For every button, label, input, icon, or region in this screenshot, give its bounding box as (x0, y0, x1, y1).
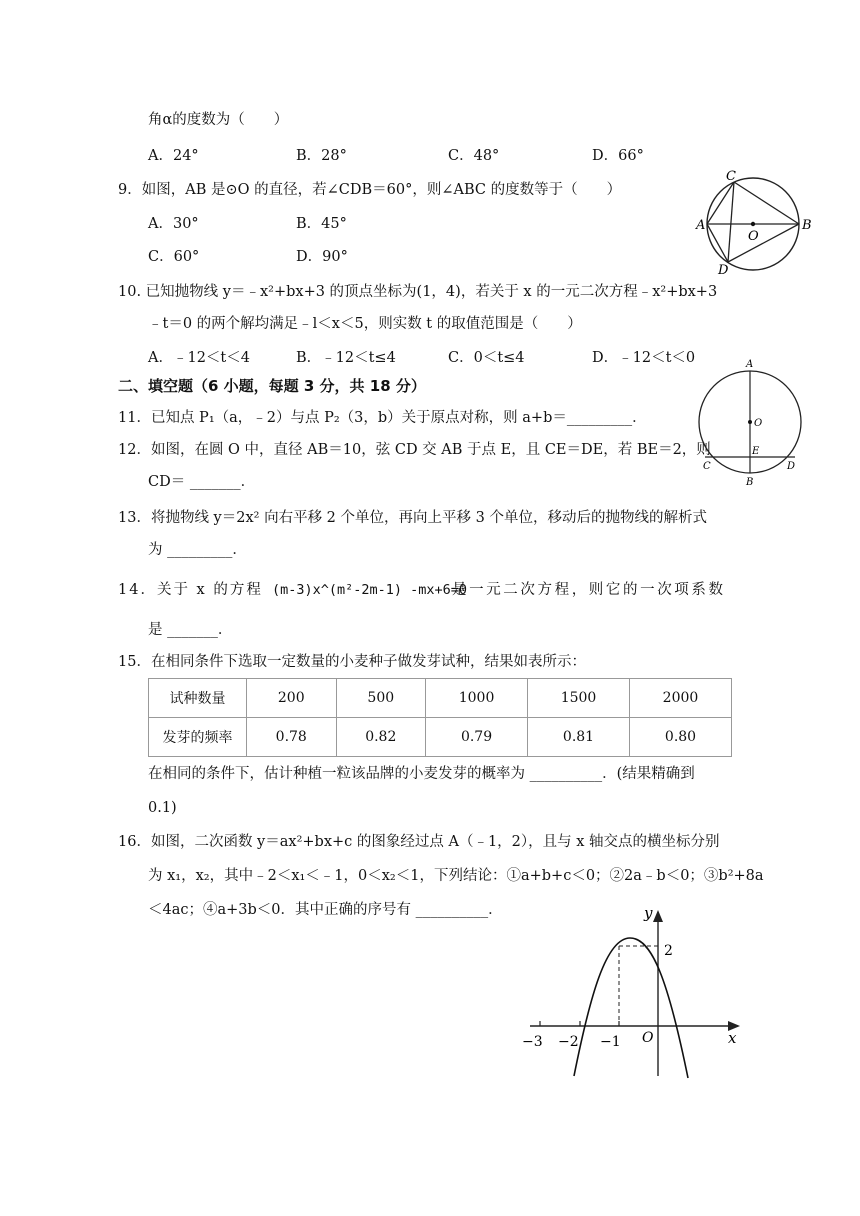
freq-cell: 0.81 (528, 718, 630, 757)
germination-table (148, 678, 732, 757)
q13-stem-line2: 为 _________． (148, 542, 247, 558)
freq-cell: 0.78 (247, 718, 337, 757)
q16-label-2: 2 (664, 943, 673, 959)
q11-stem: 11．已知点 P₁（a，﹣2）与点 P₂（3，b）关于原点对称，则 a+b＝_________． (118, 410, 647, 426)
q16-tick-label: −3 (522, 1034, 543, 1050)
q16-label-origin: O (642, 1030, 654, 1046)
q8-option-b: B．28° (296, 148, 347, 164)
count-cell: 1500 (528, 679, 630, 718)
q12-label-e: E (752, 446, 760, 457)
q14-equation-image: (m-3)x^(m²-2m-1) -mx+6=0 (272, 582, 468, 598)
q9-label-d: D (718, 263, 729, 278)
q12-circle-figure (694, 356, 814, 492)
q8-option-d: D．66° (592, 148, 644, 164)
row-header-count: 试种数量 (149, 679, 247, 718)
q13-stem-line1: 13．将抛物线 y＝2x² 向右平移 2 个单位，再向上平移 3 个单位，移动后的抛物线的解析式 (118, 510, 707, 526)
count-cell: 500 (336, 679, 426, 718)
q14-stem-suffix: 是一元二次方程，则它的一次项系数 (452, 582, 726, 598)
q16-label-x: x (728, 1029, 737, 1047)
q15-after-line2: 0.1) (148, 800, 177, 816)
q10-stem-line1: 10. 已知抛物线 y＝﹣x²+bx+3 的顶点坐标为(1，4)，若关于 x 的一元二次方程﹣x²+bx+3 (118, 284, 718, 300)
q16-stem-line1: 16．如图，二次函数 y＝ax²+bx+c 的图象经过点 A（﹣1，2），且与 x 轴交点的横坐标分别 (118, 834, 720, 850)
q9-option-a: A．30° (148, 216, 199, 232)
table-row (149, 679, 732, 718)
q10-option-b: B．﹣12＜t≤4 (296, 350, 396, 366)
q16-stem-line2: 为 x₁，x₂，其中﹣2＜x₁＜﹣1，0＜x₂＜1，下列结论：①a+b+c＜0；②2a﹣b＜0；③b²+8a (148, 868, 764, 884)
q14-stem-line2: 是 _______． (148, 622, 233, 638)
q12-label-d: D (787, 461, 796, 472)
count-cell: 1000 (426, 679, 528, 718)
freq-cell: 0.82 (336, 718, 426, 757)
q12-label-o: O (754, 418, 763, 429)
q9-label-o: O (748, 229, 759, 244)
section-heading: 二、填空题（6 小题，每题 3 分，共 18 分） (118, 377, 426, 395)
count-cell: 200 (247, 679, 337, 718)
q16-parabola-figure (518, 900, 750, 1082)
q16-tick-label: −2 (558, 1034, 579, 1050)
q16-stem-line3: ＜4ac；④a+3b＜0．其中正确的序号有 __________． (148, 902, 503, 918)
q16-label-y: y (644, 904, 653, 922)
q8-stem-tail: 角α的度数为（ ） (148, 112, 289, 128)
q8-option-a: A．24° (148, 148, 199, 164)
q15-intro: 15．在相同条件下选取一定数量的小麦种子做发芽试种，结果如表所示： (118, 654, 586, 670)
q9-circle-figure (690, 166, 818, 278)
freq-cell: 0.79 (426, 718, 528, 757)
q16-tick-label: −1 (600, 1034, 621, 1050)
q12-label-b: B (746, 477, 754, 488)
table-row (149, 718, 732, 757)
q10-stem-line2: ﹣t＝0 的两个解均满足﹣l＜x＜5，则实数 t 的取值范围是（ ） (148, 316, 582, 332)
q12-label-a: A (746, 359, 754, 370)
q9-label-a: A (696, 218, 706, 233)
q10-option-c: C．0＜t≤4 (448, 350, 525, 366)
q12-label-c: C (703, 461, 711, 472)
q9-stem: 9．如图，AB 是⊙O 的直径，若∠CDB＝60°，则∠ABC 的度数等于（ ） (118, 182, 622, 198)
q12-stem-line2: CD＝ _______． (148, 474, 256, 490)
q9-label-b: B (802, 218, 812, 233)
q15-after-line1: 在相同的条件下，估计种植一粒该品牌的小麦发芽的概率为 __________．(结果精确到 (148, 766, 695, 782)
q9-label-c: C (726, 169, 736, 184)
count-cell: 2000 (630, 679, 732, 718)
q14-stem-prefix: 14．关于 x 的方程 (118, 582, 263, 598)
q9-option-b: B．45° (296, 216, 347, 232)
freq-cell: 0.80 (630, 718, 732, 757)
q12-stem-line1: 12．如图，在圆 O 中，直径 AB＝10，弦 CD 交 AB 于点 E，且 CE＝DE，若 BE＝2，则 (118, 442, 711, 458)
q9-option-c: C．60° (148, 249, 200, 265)
q9-option-d: D．90° (296, 249, 348, 265)
q8-option-c: C．48° (448, 148, 500, 164)
q10-option-d: D．﹣12＜t＜0 (592, 350, 696, 366)
q10-option-a: A．﹣12＜t＜4 (148, 350, 250, 366)
row-header-freq: 发芽的频率 (149, 718, 247, 757)
